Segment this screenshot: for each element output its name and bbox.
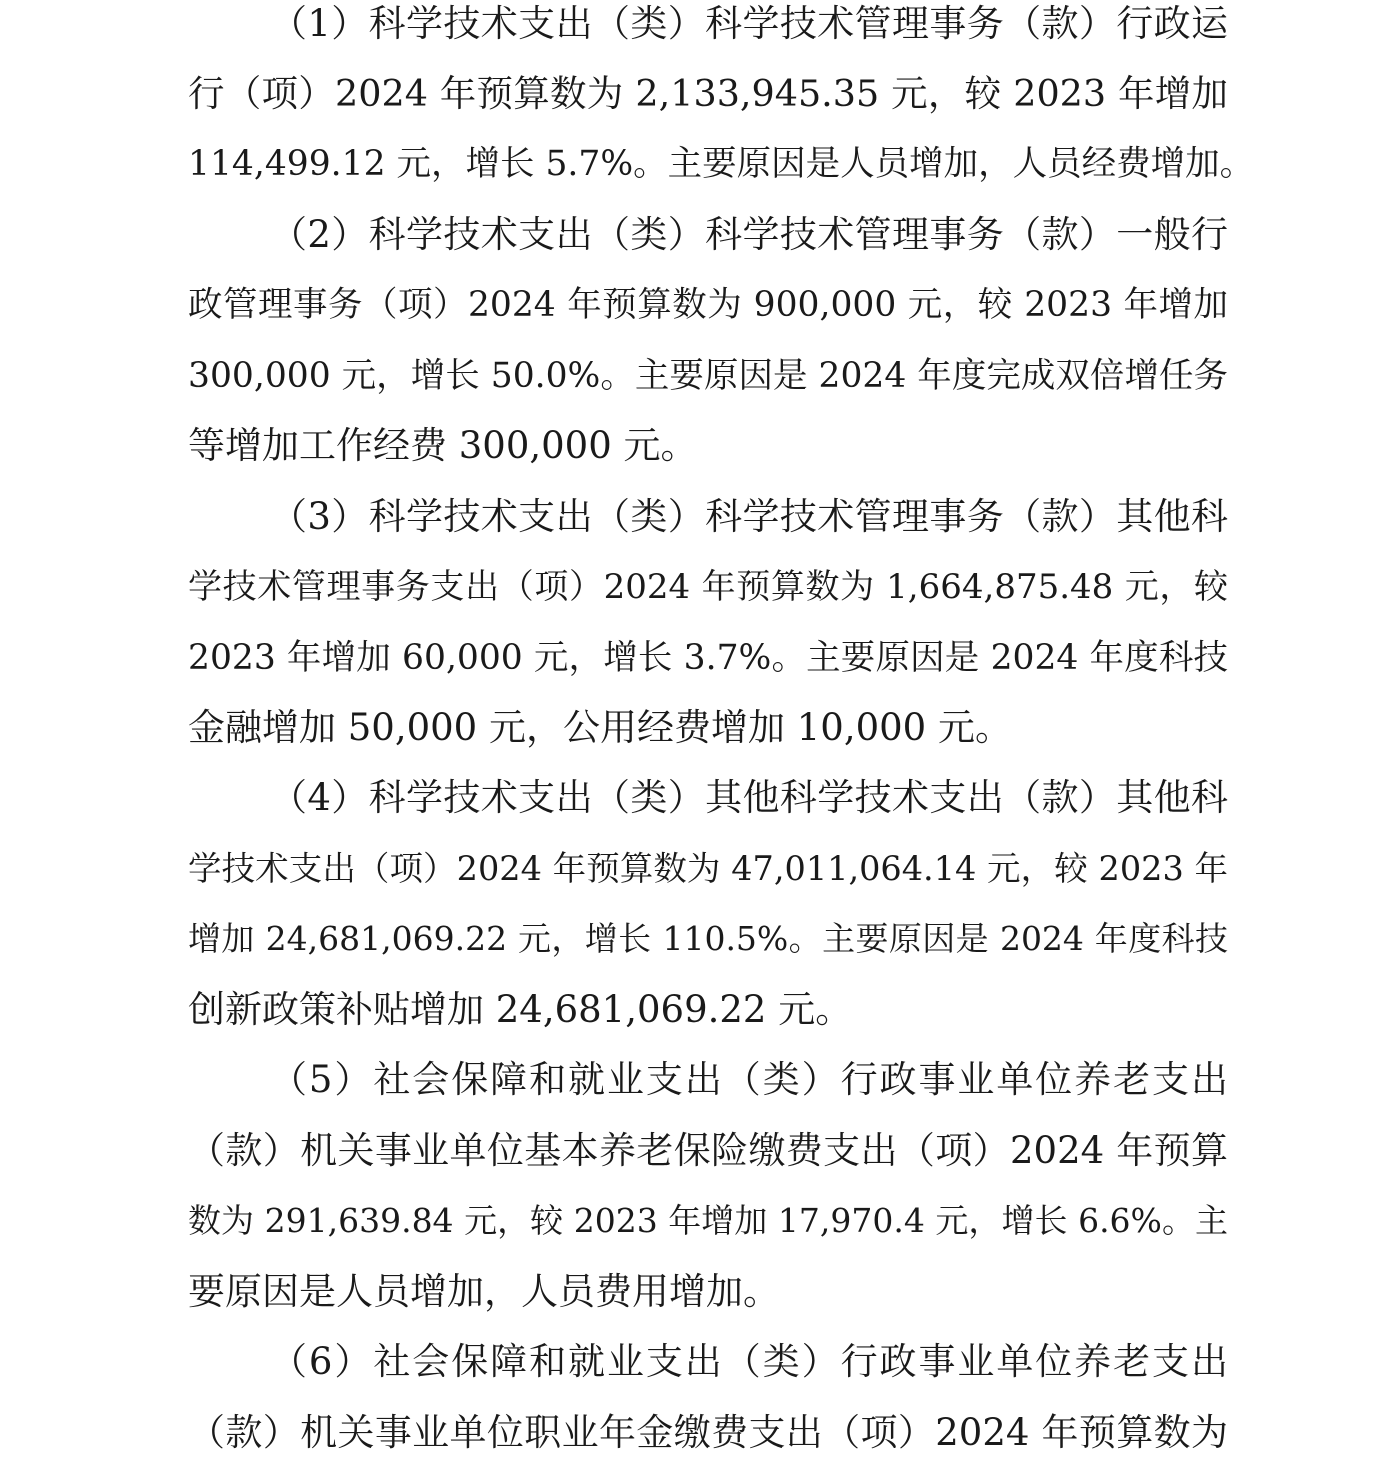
paragraph-2-line-3: 300,000 元，增长 50.0%。主要原因是 2024 年度完成双倍增任务 [188, 356, 1228, 396]
paragraph-4-line-4: 创新政策补贴增加 24,681,069.22 元。 [188, 988, 853, 1031]
paragraph-4-line-2: 学技术支出（项）2024 年预算数为 47,011,064.14 元，较 2023 年 [188, 849, 1228, 888]
paragraph-4-line-3: 增加 24,681,069.22 元，增长 110.5%。主要原因是 2024 年度科技 [188, 919, 1228, 958]
paragraph-2-line-1: （2）科学技术支出（类）科学技术管理事务（款）一般行 [270, 213, 1228, 256]
paragraph-1-line-3: 114,499.12 元，增长 5.7%。主要原因是人员增加，人员经费增加。 [188, 144, 1255, 184]
paragraph-3-line-2: 学技术管理事务支出（项）2024 年预算数为 1,664,875.48 元，较 [188, 567, 1228, 607]
paragraph-5-line-2: （款）机关事业单位基本养老保险缴费支出（项）2024 年预算 [188, 1129, 1228, 1172]
paragraph-5-line-4: 要原因是人员增加，人员费用增加。 [188, 1270, 780, 1313]
paragraph-1-line-1: （1）科学技术支出（类）科学技术管理事务（款）行政运 [270, 2, 1228, 45]
paragraph-3-line-3: 2023 年增加 60,000 元，增长 3.7%。主要原因是 2024 年度科技 [188, 638, 1228, 678]
paragraph-5-line-3: 数为 291,639.84 元，较 2023 年增加 17,970.4 元，增长 6.6%。主 [188, 1201, 1228, 1240]
paragraph-2-line-2: 政管理事务（项）2024 年预算数为 900,000 元，较 2023 年增加 [188, 285, 1228, 325]
paragraph-6-line-2: （款）机关事业单位职业年金缴费支出（项）2024 年预算数为 [188, 1411, 1228, 1454]
paragraph-3-line-1: （3）科学技术支出（类）科学技术管理事务（款）其他科 [270, 495, 1228, 538]
paragraph-1-line-2: 行（项）2024 年预算数为 2,133,945.35 元，较 2023 年增加 [188, 72, 1228, 115]
paragraph-4-line-1: （4）科学技术支出（类）其他科学技术支出（款）其他科 [270, 776, 1228, 819]
paragraph-2-line-4: 等增加工作经费 300,000 元。 [188, 424, 698, 467]
paragraph-6-line-1: （6）社会保障和就业支出（类）行政事业单位养老支出 [270, 1340, 1228, 1383]
paragraph-5-line-1: （5）社会保障和就业支出（类）行政事业单位养老支出 [270, 1058, 1228, 1101]
paragraph-3-line-4: 金融增加 50,000 元，公用经费增加 10,000 元。 [188, 706, 1012, 749]
